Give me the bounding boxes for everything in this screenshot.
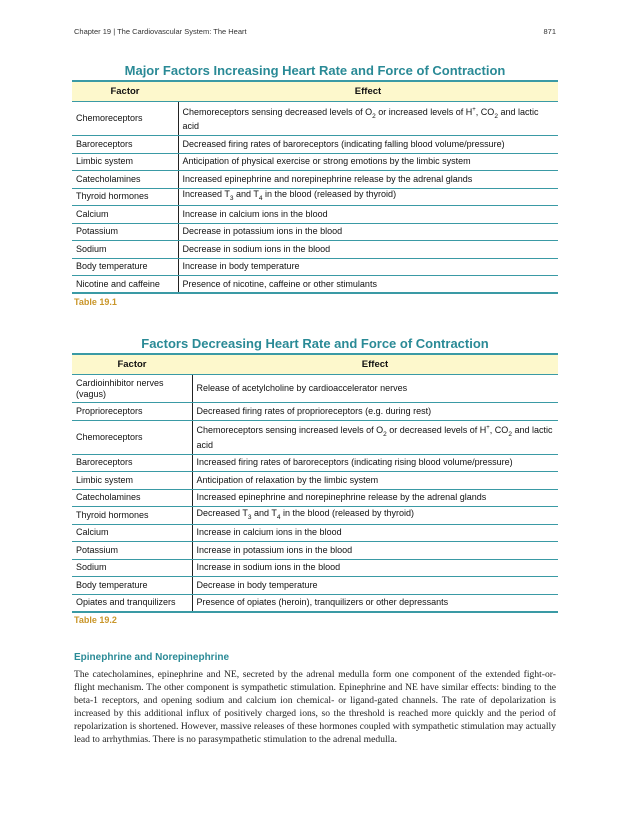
table2-caption: Table 19.2 [74,615,117,625]
table1-header-row [72,81,558,102]
factor-cell: Calcium [72,524,192,542]
table-row [72,594,558,612]
factor-cell: Limbic system [72,472,192,490]
section-heading: Epinephrine and Norepinephrine [74,652,230,663]
table-row [72,489,558,507]
effect-cell: Anticipation of relaxation by the limbic system [192,472,558,490]
factor-cell: Calcium [72,206,178,224]
table-row [72,206,558,224]
effect-cell: Decrease in sodium ions in the blood [178,241,558,259]
table2-col-factor: Factor [72,354,192,375]
table-row [72,524,558,542]
effect-cell: Anticipation of physical exercise or strong emotions by the limbic system [178,153,558,171]
table2-col-effect: Effect [192,354,558,375]
factor-cell: Baroreceptors [72,454,192,472]
table-row [72,507,558,525]
factor-cell: Nicotine and caffeine [72,276,178,294]
effect-cell: Increase in sodium ions in the blood [192,559,558,577]
table-row [72,454,558,472]
table-row [72,136,558,154]
factor-cell: Baroreceptors [72,136,178,154]
effect-cell: Chemoreceptors sensing decreased levels of $O_2$ or increased levels of H+, $CO_2$ and lactic acid [178,102,558,136]
factor-cell: Sodium [72,559,192,577]
factor-cell: Chemoreceptors [72,102,178,136]
factor-cell: Opiates and tranquilizers [72,594,192,612]
page-number: 871 [543,27,556,36]
factor-cell: Proprioreceptors [72,403,192,421]
effect-cell: Presence of nicotine, caffeine or other stimulants [178,276,558,294]
table-row [72,258,558,276]
effect-cell: Increase in potassium ions in the blood [192,542,558,560]
factor-cell: Body temperature [72,258,178,276]
factor-cell: Catecholamines [72,489,192,507]
table1-col-effect: Effect [178,81,558,102]
factor-cell: Potassium [72,223,178,241]
effect-cell: Increased $T_3$ and $T_4$ in the blood (released by thyroid) [178,188,558,206]
table-row [72,171,558,189]
table-row [72,420,558,454]
table-row [72,102,558,136]
table1 [72,80,558,294]
table2-title: Factors Decreasing Heart Rate and Force of Contraction [141,336,489,351]
table-row [72,276,558,294]
body-paragraph: The catecholamines, epinephrine and NE, secreted by the adrenal medulla form one component of the extended fight-or-flight mechanism. The other component is sympathetic stimulation. Epinephrine and NE have similar effects: binding to the beta-1 receptors, and opening sodium and calcium ion chemical- or ligand-gated channels. The rate of depolarization is increased by this additional influx of positively charged ions, so the threshold is reached more quickly and the period of repolarization is shortened. However, massive releases of these hormones coupled with sympathetic stimulation may actually lead to arrhythmias. There is no parasympathetic stimulation to the adrenal medulla. [74,669,556,745]
table-row [72,542,558,560]
effect-cell: Chemoreceptors sensing increased levels of $O_2$ or decreased levels of H+, $CO_2$ and lactic acid [192,420,558,454]
factor-cell: Catecholamines [72,171,178,189]
factor-cell: Sodium [72,241,178,259]
table-row [72,153,558,171]
effect-cell: Decreased $T_3$ and $T_4$ in the blood (released by thyroid) [192,507,558,525]
effect-cell: Decreased firing rates of proprioreceptors (e.g. during rest) [192,403,558,421]
effect-cell: Increase in calcium ions in the blood [192,524,558,542]
factor-cell: Body temperature [72,577,192,595]
factor-cell: Thyroid hormones [72,507,192,525]
table-row [72,472,558,490]
factor-cell: Limbic system [72,153,178,171]
table-row [72,559,558,577]
effect-cell: Increased firing rates of baroreceptors (indicating rising blood volume/pressure) [192,454,558,472]
effect-cell: Increase in body temperature [178,258,558,276]
table-row [72,223,558,241]
effect-cell: Decrease in body temperature [192,577,558,595]
effect-cell: Release of acetylcholine by cardioaccelerator nerves [192,375,558,403]
effect-cell: Increase in calcium ions in the blood [178,206,558,224]
table-row [72,188,558,206]
effect-cell: Decreased firing rates of baroreceptors (indicating falling blood volume/pressure) [178,136,558,154]
effect-cell: Decrease in potassium ions in the blood [178,223,558,241]
factor-cell: Thyroid hormones [72,188,178,206]
table1-title: Major Factors Increasing Heart Rate and Force of Contraction [124,63,506,78]
table-row [72,577,558,595]
table1-col-factor: Factor [72,81,178,102]
effect-cell: Increased epinephrine and norepinephrine release by the adrenal glands [192,489,558,507]
table-row [72,241,558,259]
table1-caption: Table 19.1 [74,297,117,307]
table-row [72,375,558,403]
table2 [72,353,558,613]
factor-cell: Potassium [72,542,192,560]
table2-header-row [72,354,558,375]
table-row [72,403,558,421]
effect-cell: Presence of opiates (heroin), tranquilizers or other depressants [192,594,558,612]
effect-cell: Increased epinephrine and norepinephrine release by the adrenal glands [178,171,558,189]
chapter-title: Chapter 19 | The Cardiovascular System: The Heart [74,27,247,36]
running-header [74,27,556,36]
factor-cell: Chemoreceptors [72,420,192,454]
factor-cell: Cardioinhibitor nerves (vagus) [72,375,192,403]
